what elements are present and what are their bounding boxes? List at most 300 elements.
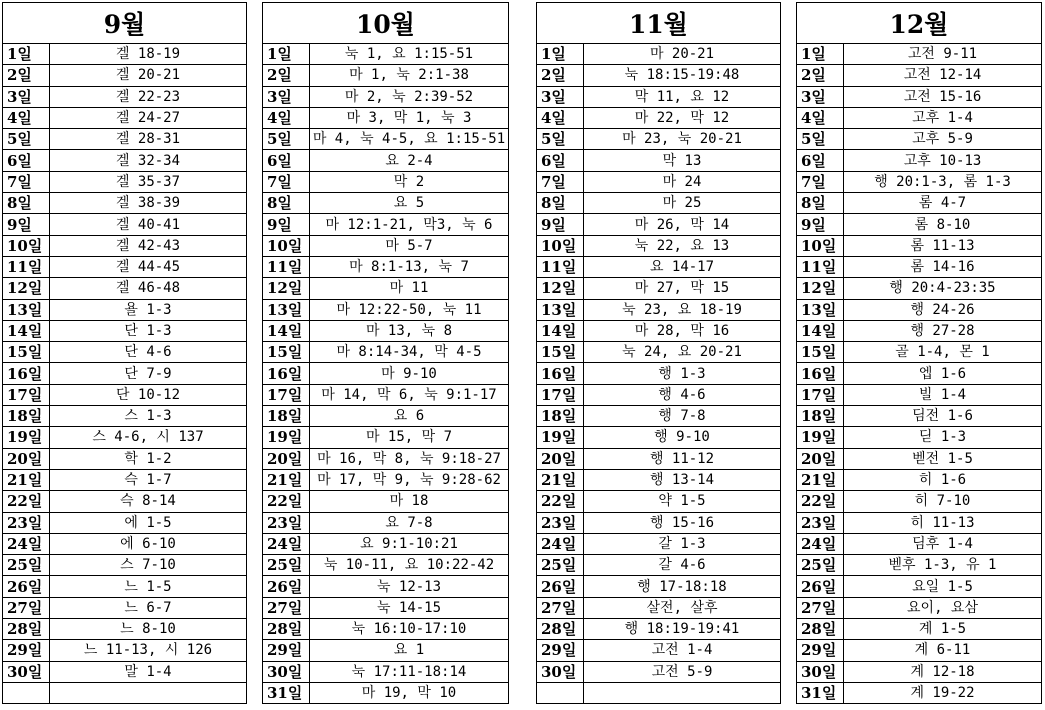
day-label: 7일 xyxy=(797,171,844,192)
reading-reference: 에 6-10 xyxy=(50,533,247,554)
day-label: 14일 xyxy=(537,320,584,341)
table-row xyxy=(797,384,1042,405)
table-row xyxy=(537,278,781,299)
reading-reference: 스 1-3 xyxy=(50,406,247,427)
day-label: 3일 xyxy=(263,86,310,107)
table-row xyxy=(537,597,781,618)
reading-reference: 마 22, 막 12 xyxy=(584,107,781,128)
table-row xyxy=(3,193,247,214)
table-row xyxy=(263,619,509,640)
day-label: 2일 xyxy=(3,65,50,86)
day-label: 7일 xyxy=(537,171,584,192)
reading-reference: 겔 44-45 xyxy=(50,256,247,277)
table-row xyxy=(537,576,781,597)
day-label: 10일 xyxy=(797,235,844,256)
reading-reference: 단 7-9 xyxy=(50,363,247,384)
reading-reference: 욜 1-3 xyxy=(50,299,247,320)
day-label: 27일 xyxy=(797,597,844,618)
reading-reference: 눅 14-15 xyxy=(310,597,509,618)
reading-reference: 롬 14-16 xyxy=(844,256,1042,277)
table-row xyxy=(263,129,509,150)
reading-reference: 막 13 xyxy=(584,150,781,171)
reading-reference: 막 2 xyxy=(310,171,509,192)
reading-reference: 겔 18-19 xyxy=(50,44,247,65)
day-label: 16일 xyxy=(537,363,584,384)
day-label: 13일 xyxy=(537,299,584,320)
day-label: 2일 xyxy=(263,65,310,86)
day-label: 19일 xyxy=(263,427,310,448)
table-row xyxy=(3,278,247,299)
table-row xyxy=(263,469,509,490)
reading-reference: 행 11-12 xyxy=(584,448,781,469)
table-row xyxy=(797,65,1042,86)
reading-reference: 학 1-2 xyxy=(50,448,247,469)
table-row xyxy=(537,512,781,533)
reading-reference: 스 7-10 xyxy=(50,555,247,576)
table-row xyxy=(797,150,1042,171)
day-label: 24일 xyxy=(263,533,310,554)
table-row xyxy=(263,406,509,427)
day-label: 20일 xyxy=(797,448,844,469)
day-label: 29일 xyxy=(263,640,310,661)
table-row xyxy=(3,555,247,576)
day-label: 17일 xyxy=(797,384,844,405)
day-label: 26일 xyxy=(263,576,310,597)
reading-reference: 마 16, 막 8, 눅 9:18-27 xyxy=(310,448,509,469)
reading-reference: 마 3, 막 1, 눅 3 xyxy=(310,107,509,128)
reading-reference: 요 9:1-10:21 xyxy=(310,533,509,554)
table-row xyxy=(3,491,247,512)
day-label: 20일 xyxy=(537,448,584,469)
day-label: 19일 xyxy=(3,427,50,448)
day-label: 23일 xyxy=(537,512,584,533)
reading-reference: 눅 22, 요 13 xyxy=(584,235,781,256)
table-row xyxy=(537,235,781,256)
table-row xyxy=(537,619,781,640)
reading-reference: 눅 24, 요 20-21 xyxy=(584,342,781,363)
month-table-september xyxy=(2,2,247,704)
table-row xyxy=(3,384,247,405)
reading-reference: 느 11-13, 시 126 xyxy=(50,640,247,661)
reading-reference: 겔 40-41 xyxy=(50,214,247,235)
day-label: 25일 xyxy=(263,555,310,576)
day-label: 28일 xyxy=(797,619,844,640)
table-row xyxy=(3,469,247,490)
day-label: 24일 xyxy=(537,533,584,554)
reading-reference: 행 24-26 xyxy=(844,299,1042,320)
day-label: 26일 xyxy=(3,576,50,597)
reading-reference: 겔 20-21 xyxy=(50,65,247,86)
day-label: 12일 xyxy=(3,278,50,299)
reading-reference: 계 19-22 xyxy=(844,682,1042,703)
table-row xyxy=(797,555,1042,576)
table-row xyxy=(537,299,781,320)
day-label: 22일 xyxy=(537,491,584,512)
month-table-november xyxy=(536,2,781,704)
table-row xyxy=(537,171,781,192)
table-row xyxy=(797,427,1042,448)
day-label: 18일 xyxy=(797,406,844,427)
month-title: 10월 xyxy=(263,3,509,44)
reading-reference: 빌 1-4 xyxy=(844,384,1042,405)
reading-reference: 요 2-4 xyxy=(310,150,509,171)
day-label: 12일 xyxy=(537,278,584,299)
reading-reference: 행 17-18:18 xyxy=(584,576,781,597)
reading-reference: 겔 42-43 xyxy=(50,235,247,256)
day-label: 26일 xyxy=(797,576,844,597)
day-label: 6일 xyxy=(537,150,584,171)
reading-reference: 마 27, 막 15 xyxy=(584,278,781,299)
day-label: 14일 xyxy=(3,320,50,341)
reading-reference: 행 1-3 xyxy=(584,363,781,384)
reading-reference: 마 14, 막 6, 눅 9:1-17 xyxy=(310,384,509,405)
table-row xyxy=(3,299,247,320)
day-label: 5일 xyxy=(3,129,50,150)
day-label: 3일 xyxy=(797,86,844,107)
reading-reference: 마 25 xyxy=(584,193,781,214)
reading-reference: 행 27-28 xyxy=(844,320,1042,341)
table-row xyxy=(797,193,1042,214)
reading-reference: 계 6-11 xyxy=(844,640,1042,661)
reading-reference: 눅 18:15-19:48 xyxy=(584,65,781,86)
day-label: 4일 xyxy=(797,107,844,128)
day-label: 6일 xyxy=(3,150,50,171)
table-row xyxy=(797,107,1042,128)
table-row xyxy=(3,320,247,341)
reading-reference: 눅 1, 요 1:15-51 xyxy=(310,44,509,65)
day-label: 1일 xyxy=(797,44,844,65)
reading-reference: 마 8:1-13, 눅 7 xyxy=(310,256,509,277)
table-row xyxy=(263,150,509,171)
table-row xyxy=(263,363,509,384)
day-label: 31일 xyxy=(263,682,310,703)
table-row xyxy=(537,427,781,448)
table-row xyxy=(3,427,247,448)
reading-reference: 히 7-10 xyxy=(844,491,1042,512)
reading-reference: 벧후 1-3, 유 1 xyxy=(844,555,1042,576)
reading-reference: 요 6 xyxy=(310,406,509,427)
reading-reference: 엡 1-6 xyxy=(844,363,1042,384)
table-row xyxy=(537,214,781,235)
table-row xyxy=(537,682,781,703)
reading-reference: 행 7-8 xyxy=(584,406,781,427)
month-title: 11월 xyxy=(537,3,781,44)
table-row xyxy=(3,171,247,192)
day-label: 20일 xyxy=(3,448,50,469)
day-label: 28일 xyxy=(3,619,50,640)
reading-reference: 마 1, 눅 2:1-38 xyxy=(310,65,509,86)
table-row xyxy=(797,619,1042,640)
reading-reference: 갈 1-3 xyxy=(584,533,781,554)
reading-reference: 마 15, 막 7 xyxy=(310,427,509,448)
table-row xyxy=(3,576,247,597)
reading-reference: 스 4-6, 시 137 xyxy=(50,427,247,448)
day-label: 16일 xyxy=(3,363,50,384)
day-label: 8일 xyxy=(797,193,844,214)
table-row xyxy=(797,214,1042,235)
table-row xyxy=(537,363,781,384)
table-row xyxy=(263,107,509,128)
day-label: 22일 xyxy=(3,491,50,512)
table-row xyxy=(263,640,509,661)
table-row xyxy=(537,533,781,554)
table-row xyxy=(263,256,509,277)
reading-reference: 겔 32-34 xyxy=(50,150,247,171)
day-label: 15일 xyxy=(537,342,584,363)
table-row xyxy=(797,256,1042,277)
day-label: 17일 xyxy=(537,384,584,405)
table-row xyxy=(263,278,509,299)
table-row xyxy=(263,299,509,320)
table-row xyxy=(537,406,781,427)
day-label: 14일 xyxy=(797,320,844,341)
table-row xyxy=(537,107,781,128)
table-row xyxy=(3,129,247,150)
day-label: 19일 xyxy=(797,427,844,448)
table-row xyxy=(797,469,1042,490)
table-row xyxy=(537,320,781,341)
reading-reference: 요이, 요삼 xyxy=(844,597,1042,618)
reading-reference: 롬 8-10 xyxy=(844,214,1042,235)
reading-reference: 롬 11-13 xyxy=(844,235,1042,256)
reading-reference: 딤후 1-4 xyxy=(844,533,1042,554)
reading-reference: 마 26, 막 14 xyxy=(584,214,781,235)
reading-reference: 요일 1-5 xyxy=(844,576,1042,597)
table-row xyxy=(797,533,1042,554)
reading-reference: 행 20:4-23:35 xyxy=(844,278,1042,299)
day-label: 16일 xyxy=(263,363,310,384)
reading-reference: 골 1-4, 몬 1 xyxy=(844,342,1042,363)
day-label: 29일 xyxy=(797,640,844,661)
day-label: 18일 xyxy=(3,406,50,427)
day-label: 4일 xyxy=(263,107,310,128)
reading-reference: 요 7-8 xyxy=(310,512,509,533)
day-label: 9일 xyxy=(263,214,310,235)
table-row xyxy=(537,384,781,405)
day-label: 31일 xyxy=(797,682,844,703)
day-label: 28일 xyxy=(537,619,584,640)
table-row xyxy=(3,150,247,171)
reading-reference: 느 6-7 xyxy=(50,597,247,618)
table-row xyxy=(537,342,781,363)
reading-reference: 살전, 살후 xyxy=(584,597,781,618)
day-label: 5일 xyxy=(797,129,844,150)
table-row xyxy=(537,129,781,150)
table-row xyxy=(797,363,1042,384)
reading-reference: 마 4, 눅 4-5, 요 1:15-51 xyxy=(310,129,509,150)
reading-reference xyxy=(50,682,247,703)
reading-reference: 마 20-21 xyxy=(584,44,781,65)
table-row xyxy=(537,661,781,682)
day-label: 22일 xyxy=(797,491,844,512)
table-row xyxy=(3,342,247,363)
day-label: 2일 xyxy=(797,65,844,86)
day-label: 20일 xyxy=(263,448,310,469)
day-label: 29일 xyxy=(537,640,584,661)
table-row xyxy=(797,171,1042,192)
reading-reference: 단 1-3 xyxy=(50,320,247,341)
day-label: 25일 xyxy=(797,555,844,576)
table-row xyxy=(263,682,509,703)
table-row xyxy=(797,491,1042,512)
day-label: 6일 xyxy=(263,150,310,171)
reading-reference: 마 28, 막 16 xyxy=(584,320,781,341)
table-row xyxy=(263,555,509,576)
day-label: 9일 xyxy=(3,214,50,235)
table-row xyxy=(797,448,1042,469)
table-row xyxy=(3,44,247,65)
table-row xyxy=(3,619,247,640)
table-row xyxy=(797,640,1042,661)
reading-reference: 행 13-14 xyxy=(584,469,781,490)
table-row xyxy=(797,129,1042,150)
day-label: 16일 xyxy=(797,363,844,384)
day-label: 13일 xyxy=(3,299,50,320)
reading-reference: 행 18:19-19:41 xyxy=(584,619,781,640)
month-table-october xyxy=(262,2,509,704)
reading-reference: 요 5 xyxy=(310,193,509,214)
reading-reference: 슥 1-7 xyxy=(50,469,247,490)
day-label: 28일 xyxy=(263,619,310,640)
day-label: 11일 xyxy=(797,256,844,277)
reading-reference: 약 1-5 xyxy=(584,491,781,512)
day-label: 21일 xyxy=(537,469,584,490)
day-label: 30일 xyxy=(263,661,310,682)
reading-reference: 말 1-4 xyxy=(50,661,247,682)
day-label: 15일 xyxy=(263,342,310,363)
day-label: 9일 xyxy=(797,214,844,235)
day-label: 23일 xyxy=(263,512,310,533)
table-row xyxy=(3,256,247,277)
reading-reference: 고후 5-9 xyxy=(844,129,1042,150)
table-row xyxy=(797,86,1042,107)
table-row xyxy=(263,576,509,597)
reading-reference: 고전 15-16 xyxy=(844,86,1042,107)
day-label: 8일 xyxy=(3,193,50,214)
day-label xyxy=(3,682,50,703)
reading-reference: 마 24 xyxy=(584,171,781,192)
table-row xyxy=(263,214,509,235)
day-label: 3일 xyxy=(537,86,584,107)
table-row xyxy=(3,214,247,235)
table-row xyxy=(537,256,781,277)
table-row xyxy=(797,299,1042,320)
day-label: 14일 xyxy=(263,320,310,341)
reading-reference: 갈 4-6 xyxy=(584,555,781,576)
table-row xyxy=(797,320,1042,341)
day-label: 29일 xyxy=(3,640,50,661)
table-row xyxy=(3,86,247,107)
reading-reference: 계 12-18 xyxy=(844,661,1042,682)
table-row xyxy=(537,65,781,86)
day-label: 8일 xyxy=(263,193,310,214)
table-row xyxy=(263,86,509,107)
table-row xyxy=(3,65,247,86)
day-label: 1일 xyxy=(3,44,50,65)
table-row xyxy=(263,491,509,512)
day-label: 21일 xyxy=(3,469,50,490)
day-label xyxy=(537,682,584,703)
table-row xyxy=(263,44,509,65)
reading-reference: 눅 17:11-18:14 xyxy=(310,661,509,682)
reading-reference: 히 11-13 xyxy=(844,512,1042,533)
day-label: 18일 xyxy=(263,406,310,427)
day-label: 27일 xyxy=(263,597,310,618)
day-label: 4일 xyxy=(537,107,584,128)
reading-reference xyxy=(584,682,781,703)
day-label: 15일 xyxy=(3,342,50,363)
reading-reference: 마 5-7 xyxy=(310,235,509,256)
day-label: 7일 xyxy=(263,171,310,192)
reading-reference: 마 12:22-50, 눅 11 xyxy=(310,299,509,320)
day-label: 1일 xyxy=(537,44,584,65)
table-row xyxy=(537,448,781,469)
table-row xyxy=(797,512,1042,533)
reading-reference: 겔 35-37 xyxy=(50,171,247,192)
day-label: 23일 xyxy=(797,512,844,533)
table-row xyxy=(797,597,1042,618)
reading-reference: 눅 12-13 xyxy=(310,576,509,597)
table-row xyxy=(3,682,247,703)
reading-reference: 고전 12-14 xyxy=(844,65,1042,86)
reading-reference: 딛 1-3 xyxy=(844,427,1042,448)
reading-reference: 롬 4-7 xyxy=(844,193,1042,214)
reading-reference: 슥 8-14 xyxy=(50,491,247,512)
reading-reference: 마 12:1-21, 막3, 눅 6 xyxy=(310,214,509,235)
table-row xyxy=(797,342,1042,363)
month-table-december xyxy=(796,2,1042,704)
table-row xyxy=(3,448,247,469)
day-label: 13일 xyxy=(797,299,844,320)
reading-reference: 겔 28-31 xyxy=(50,129,247,150)
day-label: 30일 xyxy=(797,661,844,682)
day-label: 25일 xyxy=(3,555,50,576)
reading-reference: 느 1-5 xyxy=(50,576,247,597)
reading-reference: 겔 38-39 xyxy=(50,193,247,214)
reading-reference: 고후 1-4 xyxy=(844,107,1042,128)
table-row xyxy=(797,661,1042,682)
table-row xyxy=(537,150,781,171)
day-label: 19일 xyxy=(537,427,584,448)
table-row xyxy=(537,491,781,512)
day-label: 24일 xyxy=(3,533,50,554)
reading-reference: 마 9-10 xyxy=(310,363,509,384)
table-row xyxy=(537,44,781,65)
reading-reference: 겔 22-23 xyxy=(50,86,247,107)
table-row xyxy=(537,193,781,214)
day-label: 7일 xyxy=(3,171,50,192)
day-label: 12일 xyxy=(797,278,844,299)
day-label: 24일 xyxy=(797,533,844,554)
table-row xyxy=(3,363,247,384)
day-label: 18일 xyxy=(537,406,584,427)
reading-reference: 고전 1-4 xyxy=(584,640,781,661)
reading-reference: 히 1-6 xyxy=(844,469,1042,490)
table-row xyxy=(3,640,247,661)
day-label: 21일 xyxy=(263,469,310,490)
table-row xyxy=(3,512,247,533)
table-row xyxy=(263,597,509,618)
reading-reference: 요 1 xyxy=(310,640,509,661)
day-label: 17일 xyxy=(3,384,50,405)
reading-reference: 계 1-5 xyxy=(844,619,1042,640)
reading-reference: 마 11 xyxy=(310,278,509,299)
day-label: 5일 xyxy=(263,129,310,150)
table-row xyxy=(263,171,509,192)
table-row xyxy=(3,597,247,618)
table-row xyxy=(797,576,1042,597)
day-label: 2일 xyxy=(537,65,584,86)
